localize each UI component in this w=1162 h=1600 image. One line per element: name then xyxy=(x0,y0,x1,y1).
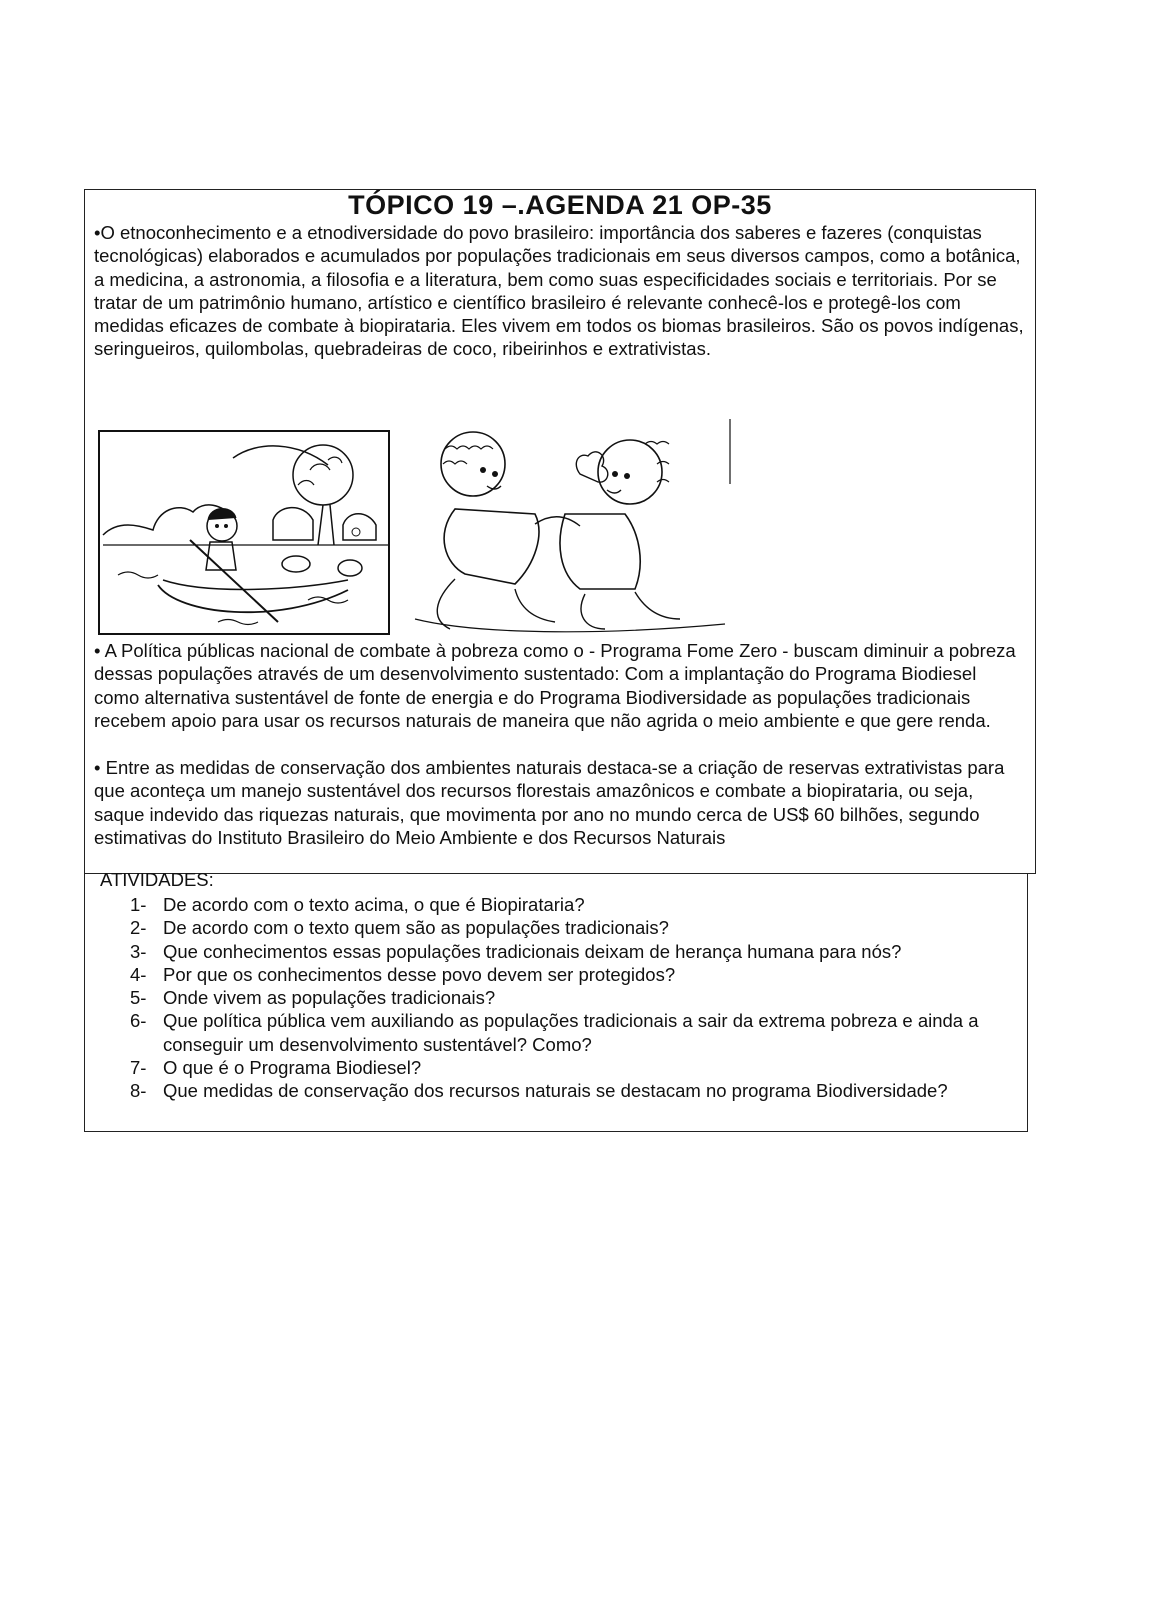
activity-number: 3- xyxy=(130,940,147,962)
activity-text: O que é o Programa Biodiesel? xyxy=(163,1057,422,1079)
activity-text: De acordo com o texto acima, o que é Biopirataria? xyxy=(163,894,585,915)
activity-item xyxy=(130,1056,1010,1079)
policy-paragraph: • A Política públicas nacional de combate à pobreza como o - Programa Fome Zero - buscam diminuir a pobreza dessas populações através de um desenvolvimento sustentado: Com a implantação do Programa Biodiesel como alternativa sustentável de fonte de energia e do Programa Biodiversidade as populações tradicionais recebem apoio para usar os recursos naturais de maneira que não agrida o meio ambiente e que gere renda. xyxy=(94,640,1016,731)
activity-item xyxy=(130,940,1010,963)
river-boat-illustration xyxy=(98,430,390,640)
activity-text: Por que os conhecimentos desse povo devem ser protegidos? xyxy=(163,963,676,985)
activity-item xyxy=(130,1009,1010,1056)
activity-text: Que medidas de conservação dos recursos naturais se destacam no programa Biodiversidade? xyxy=(163,1080,948,1102)
activity-number: 6- xyxy=(130,1010,147,1032)
activities-heading: ATIVIDADES: xyxy=(100,869,214,890)
activity-number: 1- xyxy=(130,894,147,915)
activity-number: 4- xyxy=(130,963,147,985)
page-title: TÓPICO 19 –.AGENDA 21 OP-35 xyxy=(348,190,772,220)
activity-text: Que conhecimentos essas populações tradicionais deixam de herança humana para nós? xyxy=(163,940,902,962)
activity-item xyxy=(130,963,1010,986)
activity-text: Onde vivem as populações tradicionais? xyxy=(163,987,496,1009)
activity-number: 7- xyxy=(130,1057,147,1079)
activity-number: 2- xyxy=(130,917,147,939)
dancing-children-illustration xyxy=(395,414,743,646)
activity-item xyxy=(130,916,1010,939)
activity-item xyxy=(130,986,1010,1009)
activity-item xyxy=(130,893,1010,916)
conservation-paragraph: • Entre as medidas de conservação dos ambientes naturais destaca-se a criação de reservas extrativistas para que aconteça um manejo sustentável dos recursos florestais amazônicos e combate a biopirataria, ou seja, saque indevido das riquezas naturais, que movimenta por ano no mundo cerca de US$ 60 bilhões, segundo estimativas do Instituto Brasileiro do Meio Ambiente e dos Recursos Naturais xyxy=(94,757,1005,848)
topic-box xyxy=(84,189,1036,874)
activity-item xyxy=(130,1079,1010,1102)
activity-text: De acordo com o texto quem são as populações tradicionais? xyxy=(163,917,669,939)
activities-list xyxy=(130,893,1010,1103)
activity-number: 5- xyxy=(130,987,147,1009)
activities-box xyxy=(84,869,1028,1132)
intro-paragraph: •O etnoconhecimento e a etnodiversidade do povo brasileiro: importância dos saberes e fazeres (conquistas tecnológicas) elaborados e acumulados por populações tradicionais em seus diversos campos, como a botânica, a medicina, a astronomia, a filosofia e a literatura, bem como suas especificidades sociais e territoriais. Por se tratar de um patrimônio humano, artístico e científico brasileiro é relevante conhecê-los e protegê-los com medidas eficazes de combate à biopirataria. Eles vivem em todos os biomas brasileiros. São os povos indígenas, seringueiros, quilombolas, quebradeiras de coco, ribeirinhos e extrativistas. xyxy=(94,222,1024,360)
activity-number: 8- xyxy=(130,1080,147,1102)
activity-text: Que política pública vem auxiliando as populações tradicionais a sair da extrema pobreza e ainda a conseguir um desenvolvimento sustentável? Como? xyxy=(163,1010,979,1055)
